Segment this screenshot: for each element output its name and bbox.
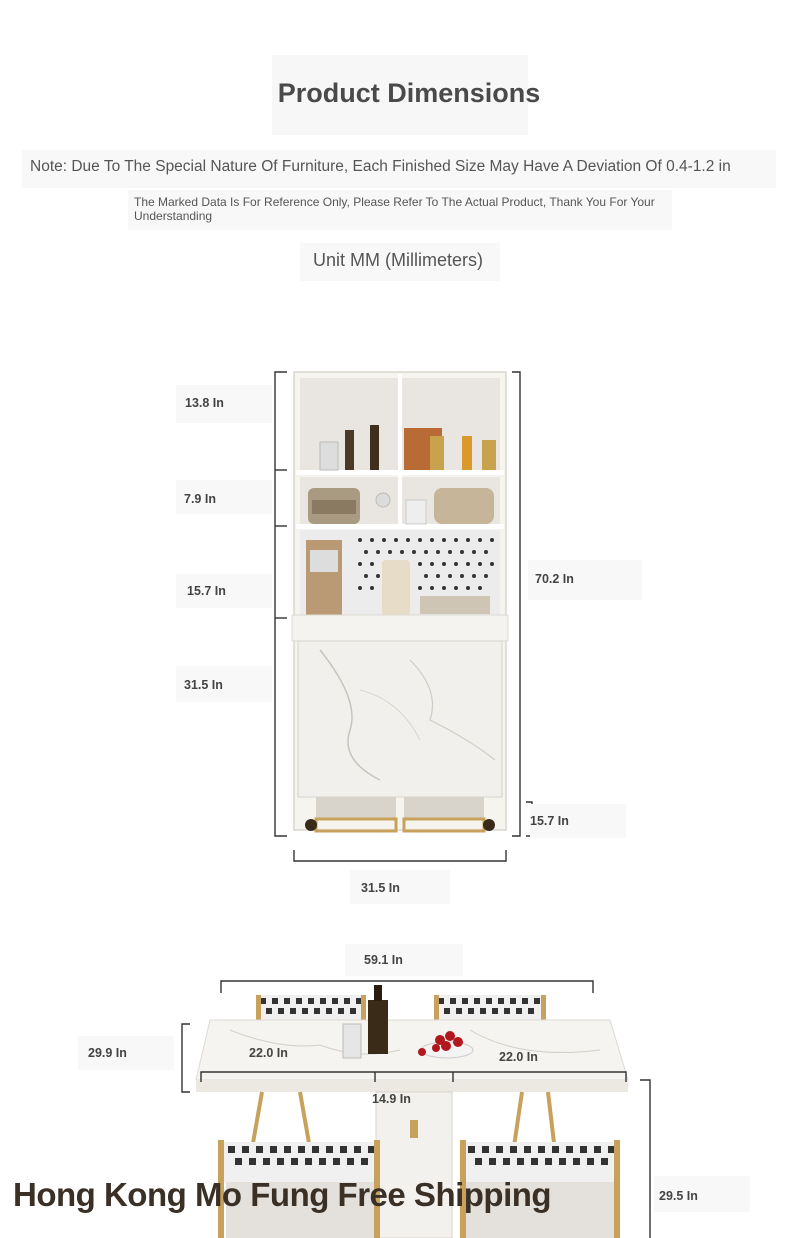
cabinet-illustration — [292, 372, 508, 831]
dim-top-shelf-height: 13.8 In — [185, 396, 224, 410]
dim-lower-cabinet-height: 31.5 In — [184, 678, 223, 692]
shipping-banner: Hong Kong Mo Fung Free Shipping — [13, 1176, 552, 1213]
unit-label: Unit MM (Millimeters) — [313, 250, 483, 270]
dim-pegboard-height: 15.7 In — [187, 584, 226, 598]
dim-table-total-length: 59.1 In — [364, 953, 403, 967]
dim-right-leaf: 22.0 In — [499, 1050, 538, 1064]
dim-table-height: 29.5 In — [659, 1189, 698, 1203]
dim-total-height: 70.2 In — [535, 572, 574, 586]
dim-left-leaf: 22.0 In — [249, 1046, 288, 1060]
dim-table-top-thickness: 29.9 In — [88, 1046, 127, 1060]
dim-middle-shelf-height: 7.9 In — [184, 492, 216, 506]
dim-center-width: 14.9 In — [372, 1092, 411, 1106]
dim-cabinet-width: 31.5 In — [361, 881, 400, 895]
deviation-note: Note: Due To The Special Nature Of Furniture, Each Finished Size May Have A Deviation Of 0.4-1.2 in — [30, 158, 731, 175]
label-bg — [345, 944, 463, 976]
reference-note: The Marked Data Is For Reference Only, Please Refer To The Actual Product, Thank You For Your Understanding — [134, 195, 655, 223]
page-title: Product Dimensions — [277, 78, 541, 108]
dim-stool-height: 15.7 In — [530, 814, 569, 828]
